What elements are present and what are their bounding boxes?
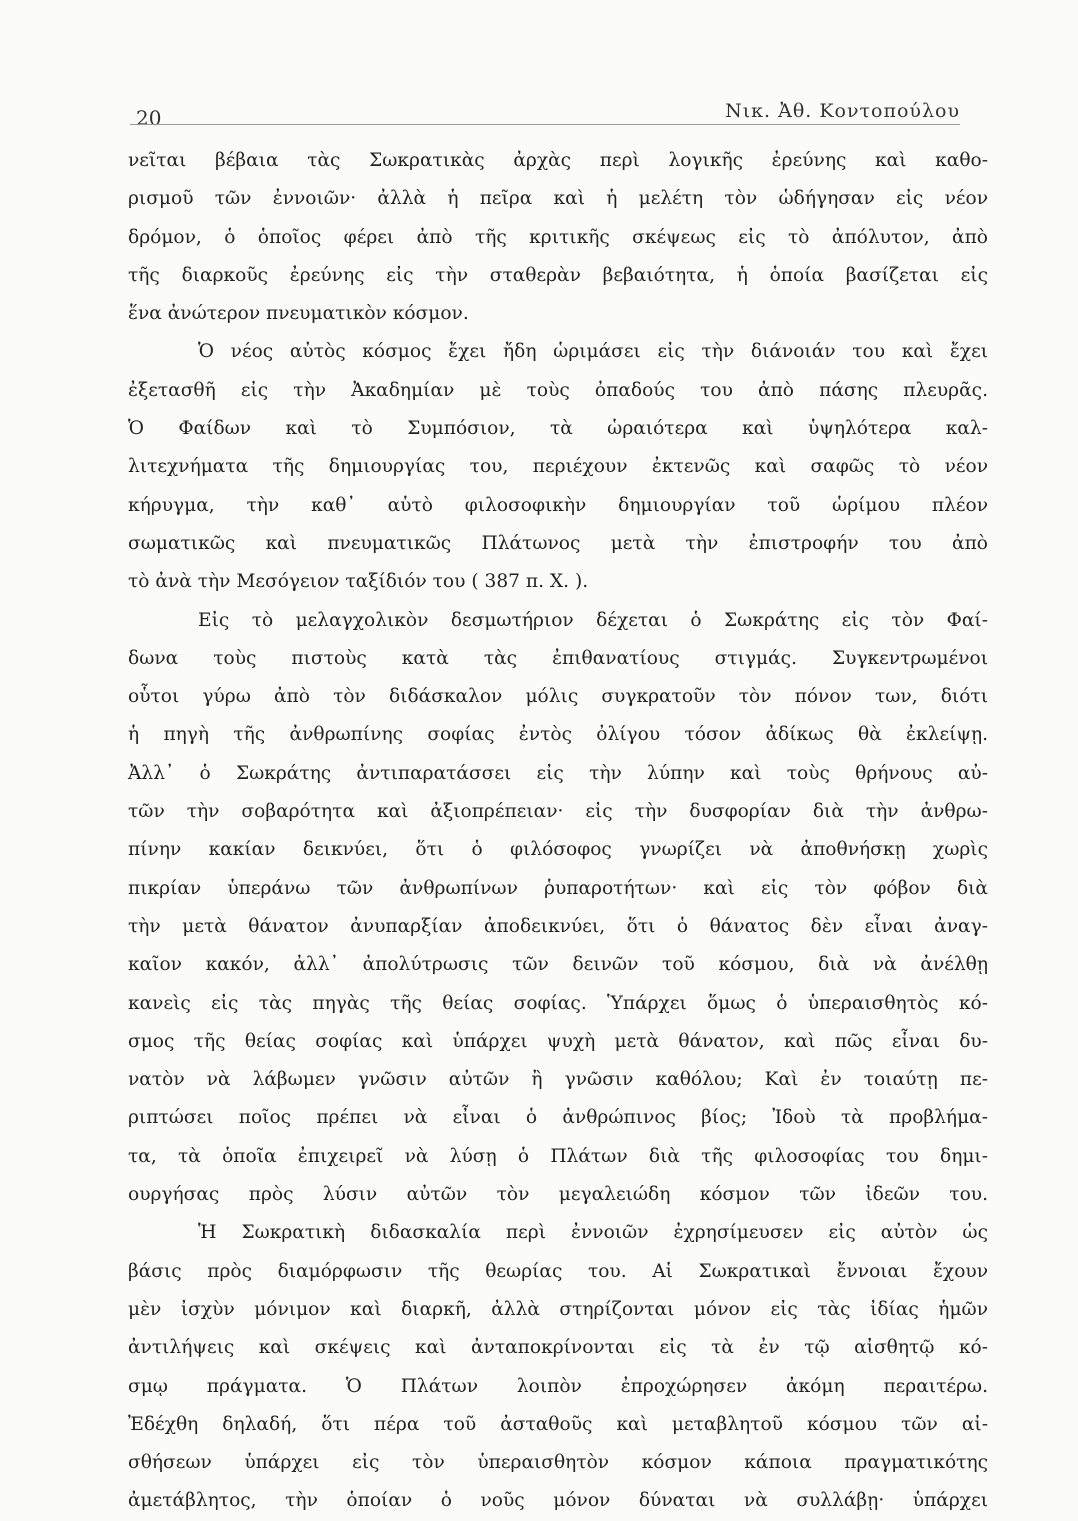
text-line: Ὁ νέος αὐτὸς κόσμος ἔχει ἤδη ὡριμάσει εἰς τὴν διάνοιάν του καὶ ἔχει bbox=[198, 341, 988, 363]
text-line: καῖον κακόν, ἀλλ᾽ ἀπολύτρωσις τῶν δεινῶν τοῦ κόσμου, διὰ νὰ ἀνέλθῃ bbox=[128, 954, 988, 976]
text-line: μὲν ἰσχὺν μόνιμον καὶ διαρκῆ, ἀλλὰ στηρίζονται μόνον εἰς τὰς ἰδίας ἡμῶν bbox=[128, 1298, 988, 1320]
text-line: πίνην κακίαν δεικνύει, ὅτι ὁ φιλόσοφος γνωρίζει νὰ ἀποθνήσκῃ χωρὶς bbox=[128, 839, 988, 861]
header-rule bbox=[130, 124, 960, 125]
text-line: δρόμον, ὁ ὁποῖος φέρει ἀπὸ τῆς κριτικῆς σκέψεως εἰς τὸ ἀπόλυτον, ἀπὸ bbox=[128, 226, 988, 248]
text-line: ρισμοῦ τῶν ἐννοιῶν· ἀλλὰ ἡ πεῖρα καὶ ἡ μελέτη τὸν ὡδήγησαν εἰς νέον bbox=[128, 188, 988, 210]
text-line: δωνα τοὺς πιστοὺς κατὰ τὰς ἐπιθανατίους στιγμάς. Συγκεντρωμένοι bbox=[128, 647, 988, 669]
text-line: Ἡ Σωκρατικὴ διδασκαλία περὶ ἐννοιῶν ἐχρησίμευσεν εἰς αὐτὸν ὡς bbox=[198, 1222, 988, 1244]
text-line: τῶν τὴν σοβαρότητα καὶ ἀξιοπρέπειαν· εἰς τὴν δυσφορίαν διὰ τὴν ἀνθρω- bbox=[128, 801, 988, 823]
text-line: ἐξετασθῆ εἰς τὴν Ἀκαδημίαν μὲ τοὺς ὀπαδούς του ἀπὸ πάσης πλευρᾶς. bbox=[128, 379, 988, 401]
text-line: Εἰς τὸ μελαγχολικὸν δεσμωτήριον δέχεται ὁ Σωκράτης εἰς τὸν Φαί- bbox=[198, 609, 988, 631]
text-line: Ἐδέχθη δηλαδή, ὅτι πέρα τοῦ ἀσταθοῦς καὶ μεταβλητοῦ κόσμου τῶν αἰ- bbox=[128, 1413, 988, 1435]
text-line: Ἀλλ᾽ ὁ Σωκράτης ἀντιπαρατάσσει εἰς τὴν λύπην καὶ τοὺς θρήνους αὐ- bbox=[128, 762, 988, 784]
text-line: νεῖται βέβαια τὰς Σωκρατικὰς ἀρχὰς περὶ λογικῆς ἐρεύνης καὶ καθο- bbox=[128, 150, 988, 171]
text-line: πικρίαν ὑπεράνω τῶν ἀνθρωπίνων ῥυπαροτήτων· καὶ εἰς τὸν φόβον διὰ bbox=[128, 877, 988, 899]
text-line: οὗτοι γύρω ἀπὸ τὸν διδάσκαλον μόλις συγκρατοῦν τὸν πόνον των, διότι bbox=[128, 686, 988, 708]
text-line: ουργήσας πρὸς λύσιν αὐτῶν τὸν μεγαλειώδη κόσμον τῶν ἰδεῶν του. bbox=[128, 1184, 988, 1206]
text-line: σθήσεων ὑπάρχει εἰς τὸν ὑπεραισθητὸν κόσμον κάποια πραγματικότης bbox=[128, 1452, 988, 1474]
text-line: λιτεχνήματα τῆς δημιουργίας του, περιέχουν ἐκτενῶς καὶ σαφῶς τὸ νέον bbox=[128, 456, 988, 478]
text-line: νατὸν νὰ λάβωμεν γνῶσιν αὐτῶν ἢ γνῶσιν καθόλου; Καὶ ἐν τοιαύτῃ πε- bbox=[128, 1069, 988, 1091]
body-text bbox=[128, 142, 988, 1521]
text-line: τα, τὰ ὁποῖα ἐπιχειρεῖ νὰ λύσῃ ὁ Πλάτων διὰ τῆς φιλοσοφίας του δημι- bbox=[128, 1145, 988, 1167]
page-header bbox=[130, 100, 960, 130]
text-line: σμος τῆς θείας σοφίας καὶ ὑπάρχει ψυχὴ μετὰ θάνατον, καὶ πῶς εἶναι δυ- bbox=[128, 1030, 988, 1052]
text-line: βάσις πρὸς διαμόρφωσιν τῆς θεωρίας του. Αἱ Σωκρατικαὶ ἔννοιαι ἔχουν bbox=[128, 1260, 988, 1282]
text-line: ἀντιλήψεις καὶ σκέψεις καὶ ἀνταποκρίνονται εἰς τὰ ἐν τῷ αἰσθητῷ κό- bbox=[128, 1337, 988, 1359]
text-line: ἡ πηγὴ τῆς ἀνθρωπίνης σοφίας ἐντὸς ὀλίγου τόσον ἀδίκως θὰ ἐκλείψῃ. bbox=[128, 724, 988, 746]
text-line: τῆς διαρκοῦς ἐρεύνης εἰς τὴν σταθερὰν βεβαιότητα, ἡ ὁποία βασίζεται εἰς bbox=[128, 264, 988, 286]
running-head: Νικ. Ἀθ. Κοντοπούλου bbox=[725, 100, 960, 122]
text-line: ἀμετάβλητος, τὴν ὁποίαν ὁ νοῦς μόνον δύναται νὰ συλλάβῃ· ὑπάρχει bbox=[128, 1490, 988, 1512]
text-line: κανεὶς εἰς τὰς πηγὰς τῆς θείας σοφίας. Ὑπάρχει ὅμως ὁ ὑπεραισθητὸς κό- bbox=[128, 992, 988, 1014]
text-line: σμῳ πράγματα. Ὁ Πλάτων λοιπὸν ἐπροχώρησεν ἀκόμη περαιτέρω. bbox=[128, 1375, 988, 1397]
text-line: τὴν μετὰ θάνατον ἀνυπαρξίαν ἀποδεικνύει, ὅτι ὁ θάνατος δὲν εἶναι ἀναγ- bbox=[128, 915, 988, 937]
text-line: σωματικῶς καὶ πνευματικῶς Πλάτωνος μετὰ τὴν ἐπιστροφήν του ἀπὸ bbox=[128, 532, 988, 554]
text-line: τὸ ἀνὰ τὴν Μεσόγειον ταξίδιόν του ( 387 π. Χ. ). bbox=[128, 571, 589, 593]
text-line: κήρυγμα, τὴν καθ᾽ αὑτὸ φιλοσοφικὴν δημιουργίαν τοῦ ὡρίμου πλέον bbox=[128, 494, 988, 516]
text-line: ἕνα ἀνώτερον πνευματικὸν κόσμον. bbox=[128, 303, 469, 325]
text-line: ριπτώσει ποῖος πρέπει νὰ εἶναι ὁ ἀνθρώπινος βίος; Ἰδοὺ τὰ προβλήμα- bbox=[128, 1107, 988, 1129]
page-number: 20 bbox=[136, 106, 162, 130]
text-line: Ὁ Φαίδων καὶ τὸ Συμπόσιον, τὰ ὡραιότερα καὶ ὑψηλότερα καλ- bbox=[128, 418, 988, 440]
